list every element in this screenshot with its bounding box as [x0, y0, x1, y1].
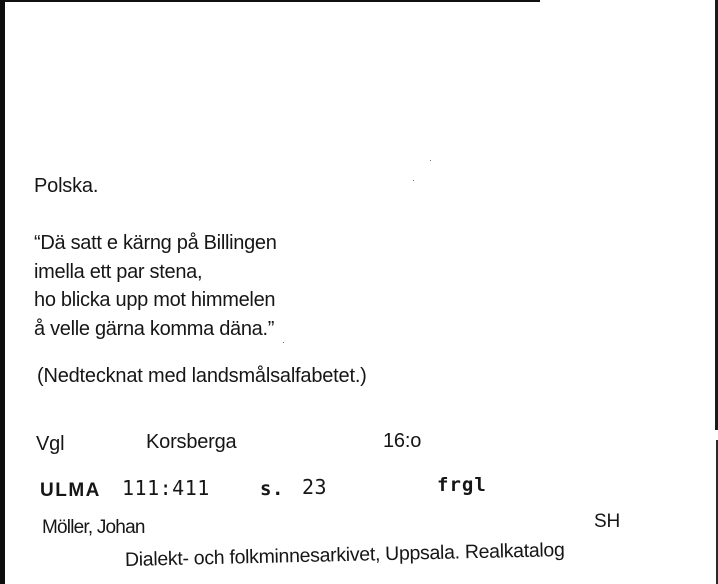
scan-edge-top: [0, 0, 540, 2]
card-number: 16:o: [383, 430, 422, 452]
page-number: 23: [302, 475, 328, 499]
collector-name: Möller, Johan: [42, 517, 145, 538]
verse-line: ho blicka upp mot himmelen: [34, 289, 276, 311]
scan-edge-left: [0, 0, 5, 584]
scan-speck: [283, 342, 284, 343]
page-label: s.: [260, 478, 284, 500]
scan-speck: [430, 160, 431, 161]
verse-line: “Dä satt e kärng på Billingen: [34, 232, 277, 254]
verse-line: å velle gärna komma däna.”: [34, 317, 275, 340]
reference-tag: frgl: [437, 474, 487, 496]
archive-footer: Dialekt- och folkminnesarkivet, Uppsala. Realkatalog: [124, 539, 565, 571]
archive-code: ULMA: [40, 480, 101, 501]
archive-number: 111:411: [122, 476, 210, 500]
place-label: Korsberga: [146, 431, 237, 453]
region-label: Vgl: [36, 433, 65, 455]
song-title: Polska.: [34, 175, 99, 197]
verse-line: imella ett par stena,: [34, 260, 203, 283]
collector-initials: SH: [594, 511, 620, 532]
scan-speck: [413, 180, 414, 181]
transcription-note: (Nedtecknat med landsmålsalfabetet.): [37, 365, 367, 387]
song-verse: [34, 229, 277, 343]
